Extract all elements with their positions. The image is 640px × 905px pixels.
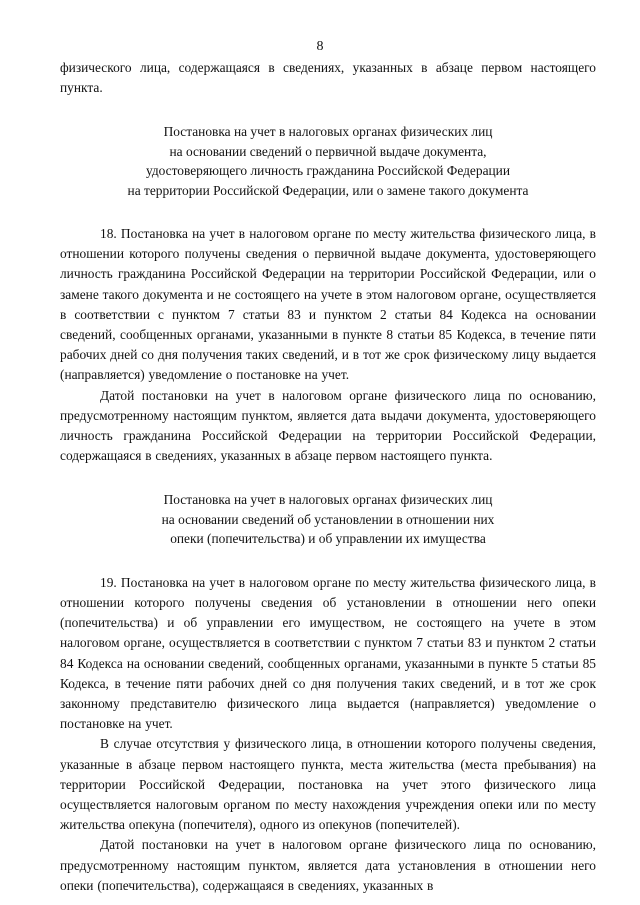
- heading-line: Постановка на учет в налоговых органах физических лиц: [163, 124, 493, 140]
- page-number: 8: [316, 39, 324, 54]
- heading-line: на основании сведений о первичной выдаче документа,: [169, 143, 487, 159]
- document-body: [60, 58, 596, 896]
- heading-line: на основании сведений об установлении в отношении них: [161, 511, 495, 527]
- heading-line: удостоверяющего личность гражданина Российской Федерации: [145, 163, 511, 179]
- spacer: [60, 466, 596, 490]
- paragraph-19: 19. Постановка на учет в налоговом органе по месту жительства физического лица, в отношении которого получены сведения об установлении в отношении него опеки (попечительства) и об управлении его имуществом, не состоящего на учете в этом налоговом органе, осуществляется в соответствии с пунктом 7 статьи 83 и пунктом 2 статьи 84 Кодекса на основании сведений, сообщенных органами, указанными в пункте 5 статьи 85 Кодекса, в течение пяти рабочих дней со дня получения таких сведений, и в тот же срок законному представителю физического лица выдается (направляется) уведомление о постановке на учет.: [60, 574, 596, 732]
- intro-paragraph: физического лица, содержащаяся в сведениях, указанных в абзаце первом настоящего пункта.: [60, 60, 596, 96]
- heading-line: опеки (попечительства) и об управлении их имущества: [170, 531, 486, 547]
- section-heading-first-issuance: [60, 122, 596, 200]
- spacer: [60, 98, 596, 122]
- spacer: [60, 549, 596, 573]
- spacer: [60, 200, 596, 224]
- paragraph-19-absence-of-residence: В случае отсутствия у физического лица, в отношении которого получены сведения, указанные в абзаце первом настоящего пункта, места жительства (места пребывания) на территории Российской Федерации, постановка на учет этого физического лица осуществляется налоговым органом по месту нахождения учреждения опеки или по месту жительства опекуна (попечителя), одного из опекунов (попечителей).: [60, 736, 596, 833]
- paragraph-18-registration-date: Датой постановки на учет в налоговом органе физического лица по основанию, предусмотренному настоящим пунктом, является дата выдачи документа, удостоверяющего личность гражданина Российской Федерации на территории Российской Федерации, содержащаяся в сведениях, указанных в абзаце первом настоящего пункта.: [60, 387, 596, 464]
- heading-line: на территории Российской Федерации, или о замене такого документа: [127, 182, 529, 198]
- section-heading-guardianship: [60, 490, 596, 548]
- paragraph-18: 18. Постановка на учет в налоговом органе по месту жительства физического лица, в отношении которого получены сведения о первичной выдаче документа, удостоверяющего личность гражданина Российской Федерации на территории Российской Федерации, или о замене такого документа и не состоящего на учете в этом налоговом органе, осуществляется в соответствии с пунктом 7 статьи 83 и пунктом 2 статьи 84 Кодекса на основании сведений, сообщенных органами, указанными в пункте 8 статьи 85 Кодекса, в течение пяти рабочих дней со дня получения таких сведений, и в тот же срок физическому лицу выдается (направляется) уведомление о постановке на учет.: [60, 226, 596, 383]
- heading-line: Постановка на учет в налоговых органах физических лиц: [163, 492, 493, 508]
- paragraph-19-registration-date: Датой постановки на учет в налоговом органе физического лица по основанию, предусмотренному настоящим пунктом, является дата установления в отношении него опеки (попечительства), содержащаяся в сведениях, указанных в: [60, 837, 596, 893]
